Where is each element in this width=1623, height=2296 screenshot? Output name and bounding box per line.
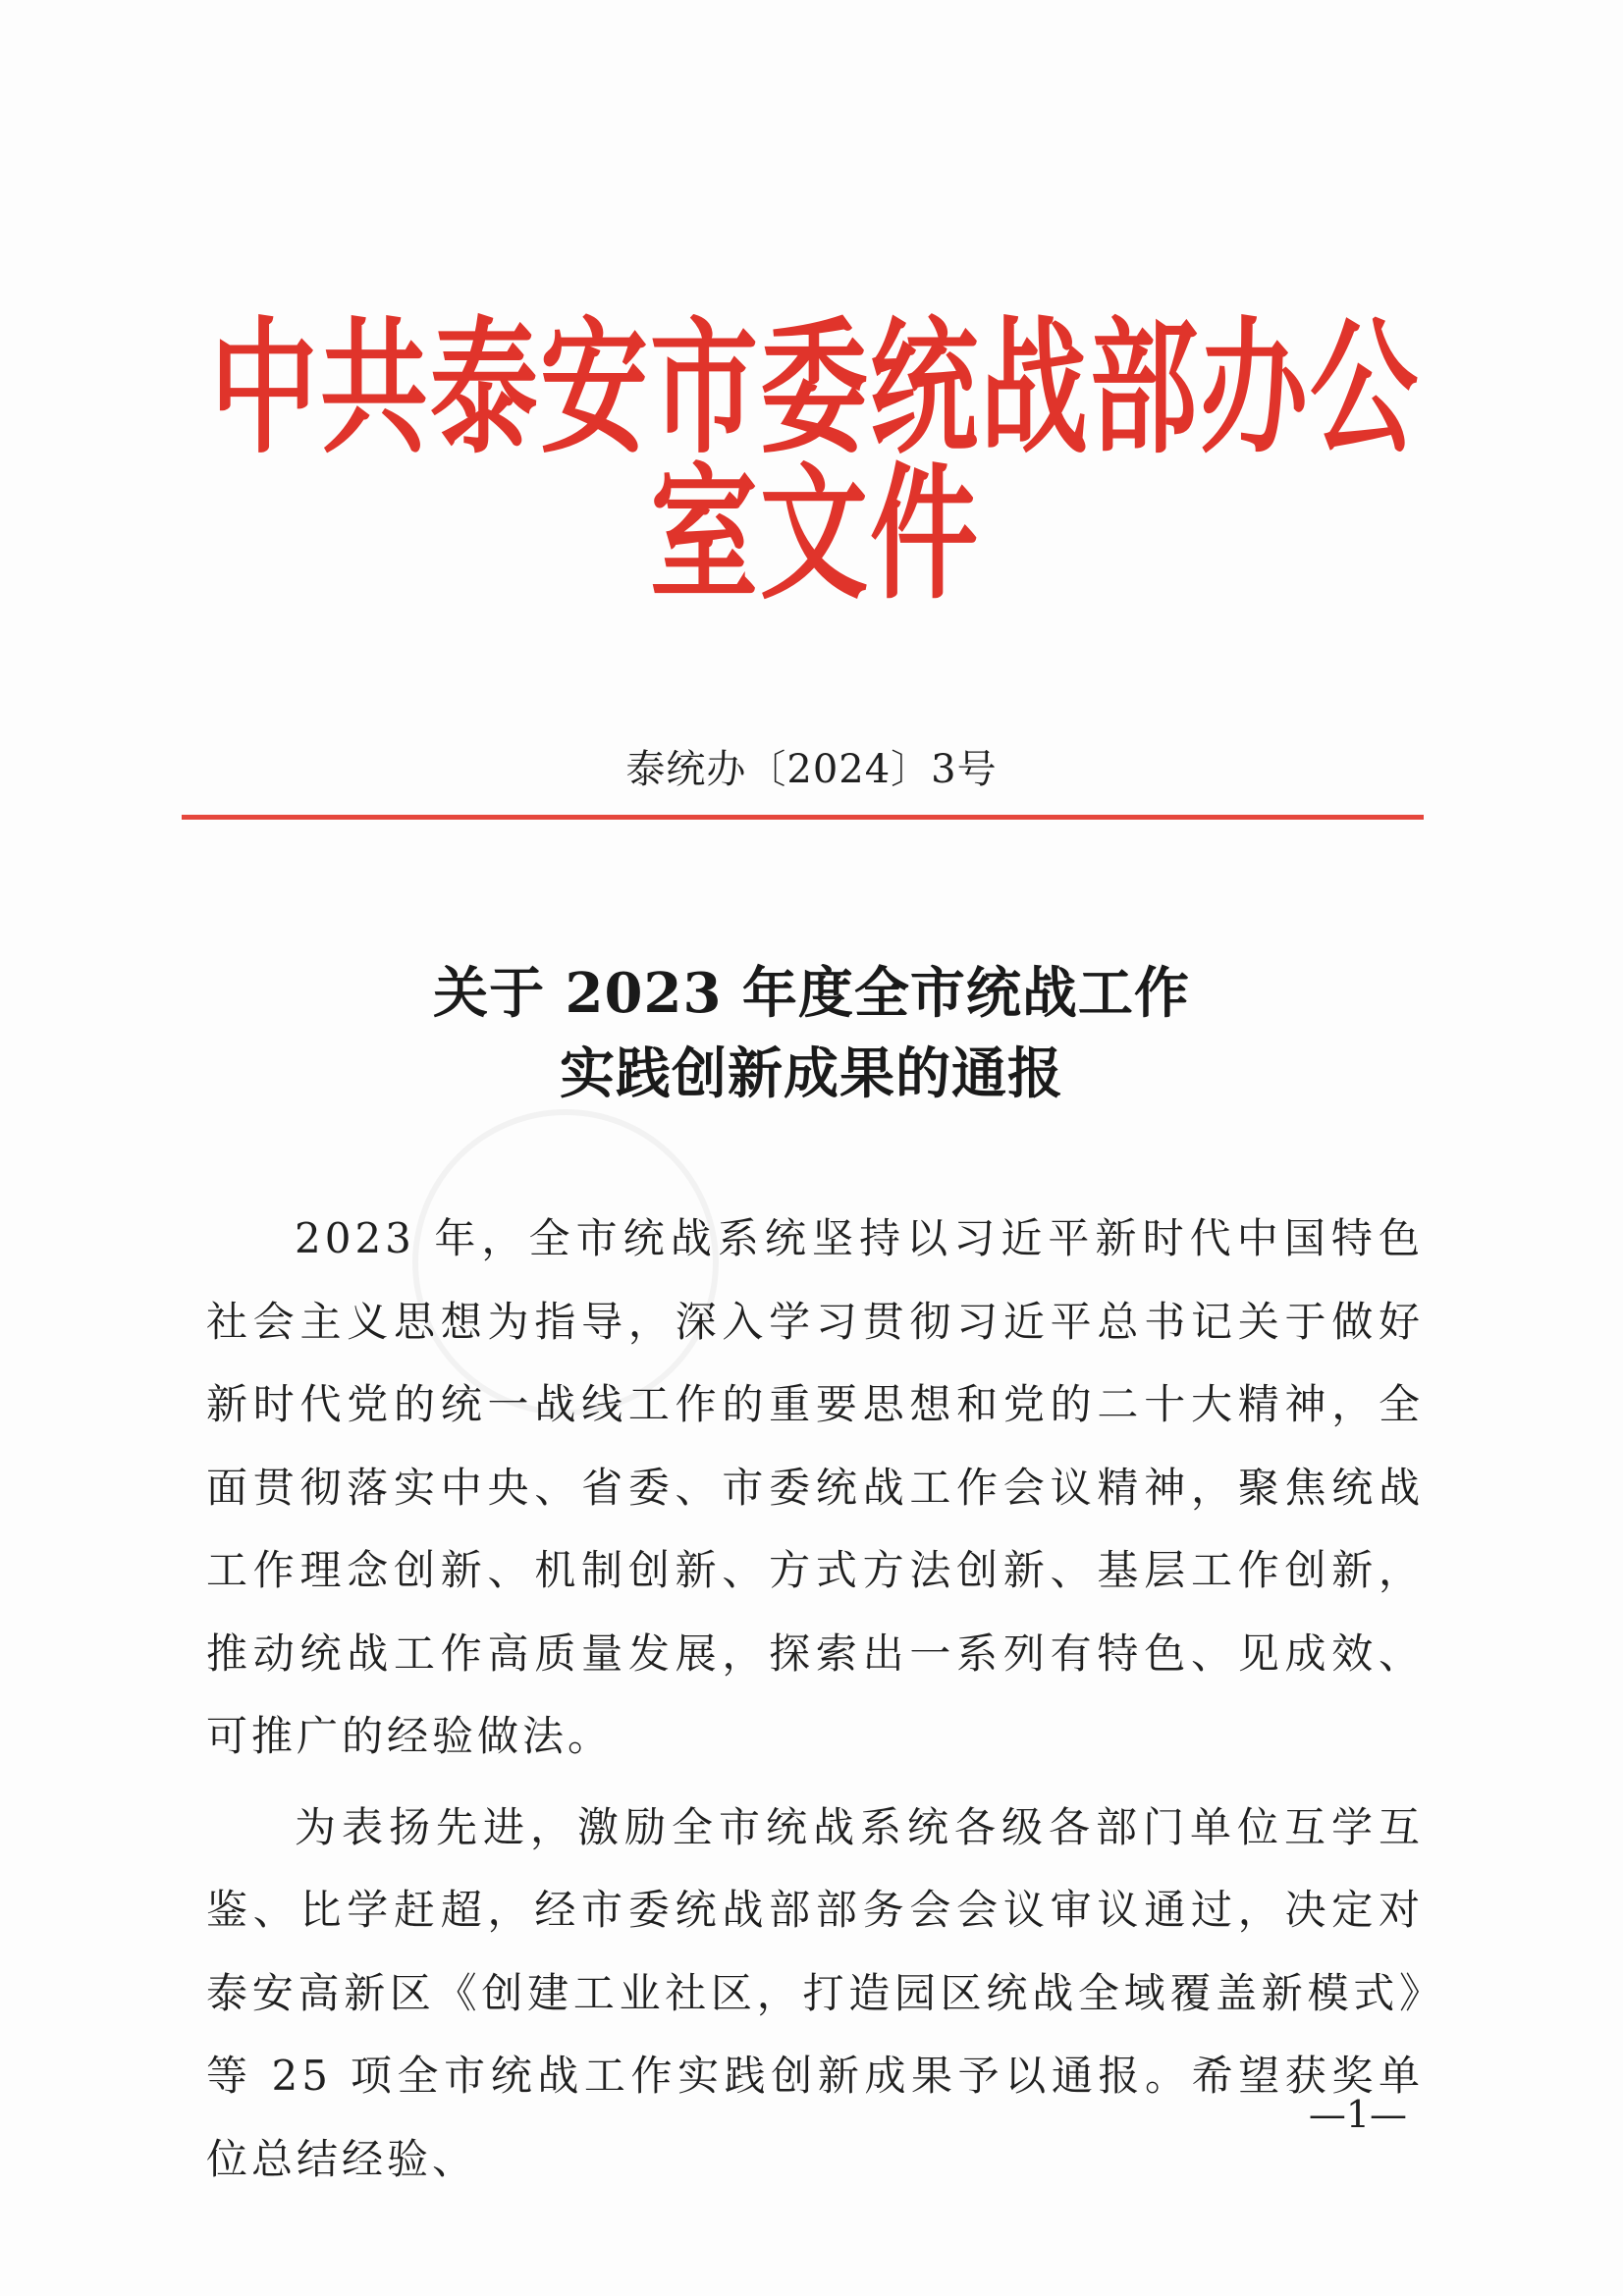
document-number: 泰统办〔2024〕3号: [625, 747, 998, 792]
notice-title-line-1: 关于 2023 年度全市统战工作: [433, 961, 1190, 1026]
document-header-title: 中共泰安市委统战部办公室文件: [210, 303, 1420, 619]
page-number: —1—: [1308, 2093, 1407, 2136]
header-divider: [182, 815, 1424, 820]
body-paragraph: 为表扬先进，激励全市统战系统各级各部门单位互学互鉴、比学赶超，经市委统战部部务会会议审议通过，决定对泰安高新区《创建工业社区，打造园区统战全域覆盖新模式》等 25 项全市统战工作实践创新成果予以通报。希望获奖单位总结经验、: [206, 1802, 1424, 2183]
notice-body: [206, 1198, 1424, 2209]
body-paragraph: 2023 年，全市统战系统坚持以习近平新时代中国特色社会主义思想为指导，深入学习贯彻习近平总书记关于做好新时代党的统一战线工作的重要思想和党的二十大精神，全面贯彻落实中央、省委、市委统战工作会议精神，聚焦统战工作理念创新、机制创新、方式方法创新、基层工作创新，推动统战工作高质量发展，探索出一系列有特色、见成效、可推广的经验做法。: [206, 1214, 1424, 1760]
notice-title-line-2: 实践创新成果的通报: [560, 1041, 1063, 1106]
